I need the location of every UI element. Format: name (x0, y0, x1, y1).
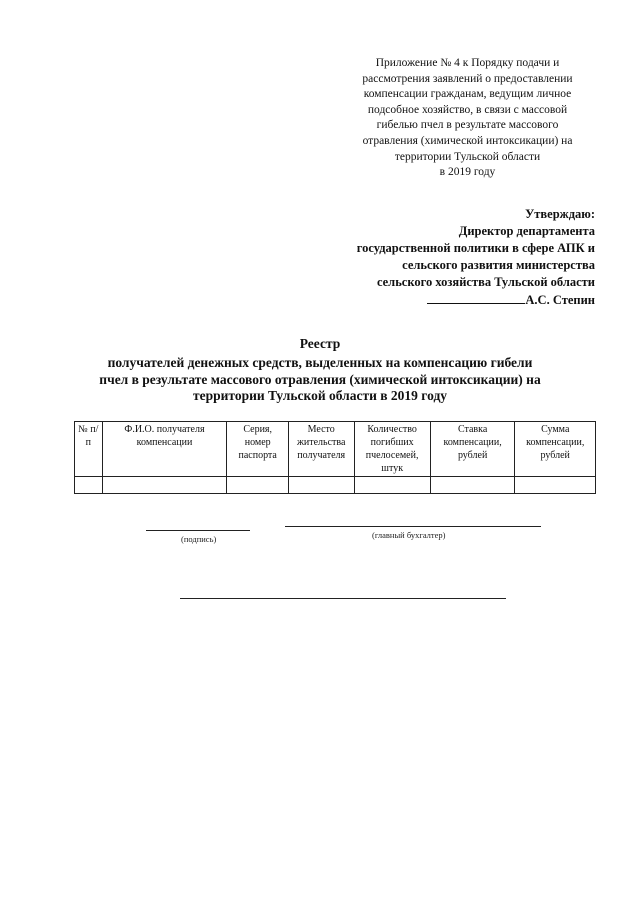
accountant-line (285, 526, 541, 527)
subtitle-line: территории Тульской области в 2019 году (192, 388, 448, 403)
table-cell (430, 477, 515, 494)
appendix-line: в 2019 году (439, 166, 496, 179)
appendix-line: компенсации гражданам, ведущим личное (363, 88, 572, 101)
signer-name: А.С. Степин (525, 293, 595, 307)
table-row (75, 477, 596, 494)
table-cell (288, 477, 354, 494)
appendix-line: территории Тульской области (394, 150, 541, 163)
document-title: Реестр (299, 336, 341, 351)
bottom-line (180, 598, 506, 599)
appendix-line: гибелью пчел в результате массового (376, 119, 559, 132)
approval-line: сельского развития министерства (402, 258, 595, 272)
column-header-colonies: Количество погибших пчелосемей, штук (354, 422, 430, 477)
table-cell (227, 477, 288, 494)
registry-table (74, 421, 596, 494)
column-header-residence: Место жительства получателя (288, 422, 354, 477)
signature-line (146, 530, 250, 531)
approval-heading: Утверждаю: (525, 207, 595, 221)
approval-signature-row (357, 291, 595, 309)
appendix-note (325, 56, 610, 181)
column-header-number: № п/п (75, 422, 103, 477)
appendix-line: подсобное хозяйство, в связи с массовой (367, 103, 568, 116)
table-cell (102, 477, 227, 494)
column-header-passport: Серия, номер паспорта (227, 422, 288, 477)
approval-line: сельского хозяйства Тульской области (376, 275, 595, 289)
column-header-rate: Ставка компенсации, рублей (430, 422, 515, 477)
subtitle-line: получателей денежных средств, выделенных на компенсацию гибели (107, 355, 533, 370)
signature-line (427, 291, 525, 304)
column-header-fio: Ф.И.О. получателя компенсации (102, 422, 227, 477)
appendix-line: Приложение № 4 к Порядку подачи и (375, 57, 560, 69)
table-cell (75, 477, 103, 494)
signature-caption: (подпись) (181, 534, 217, 544)
table-cell (515, 477, 596, 494)
table-cell (354, 477, 430, 494)
approval-block (357, 206, 595, 309)
approval-line: государственной политики в сфере АПК и (356, 241, 595, 255)
approval-line: Директор департамента (458, 224, 595, 238)
column-header-sum: Сумма компенсации, рублей (515, 422, 596, 477)
appendix-line: рассмотрения заявлений о предоставлении (362, 72, 573, 85)
subtitle-line: пчел в результате массового отравления (химической интоксикации) на (99, 371, 541, 387)
document-subtitle (60, 355, 580, 405)
table-header-row (75, 422, 596, 477)
appendix-line: отравления (химической интоксикации) на (362, 134, 573, 147)
accountant-caption: (главный бухгалтер) (372, 530, 446, 540)
